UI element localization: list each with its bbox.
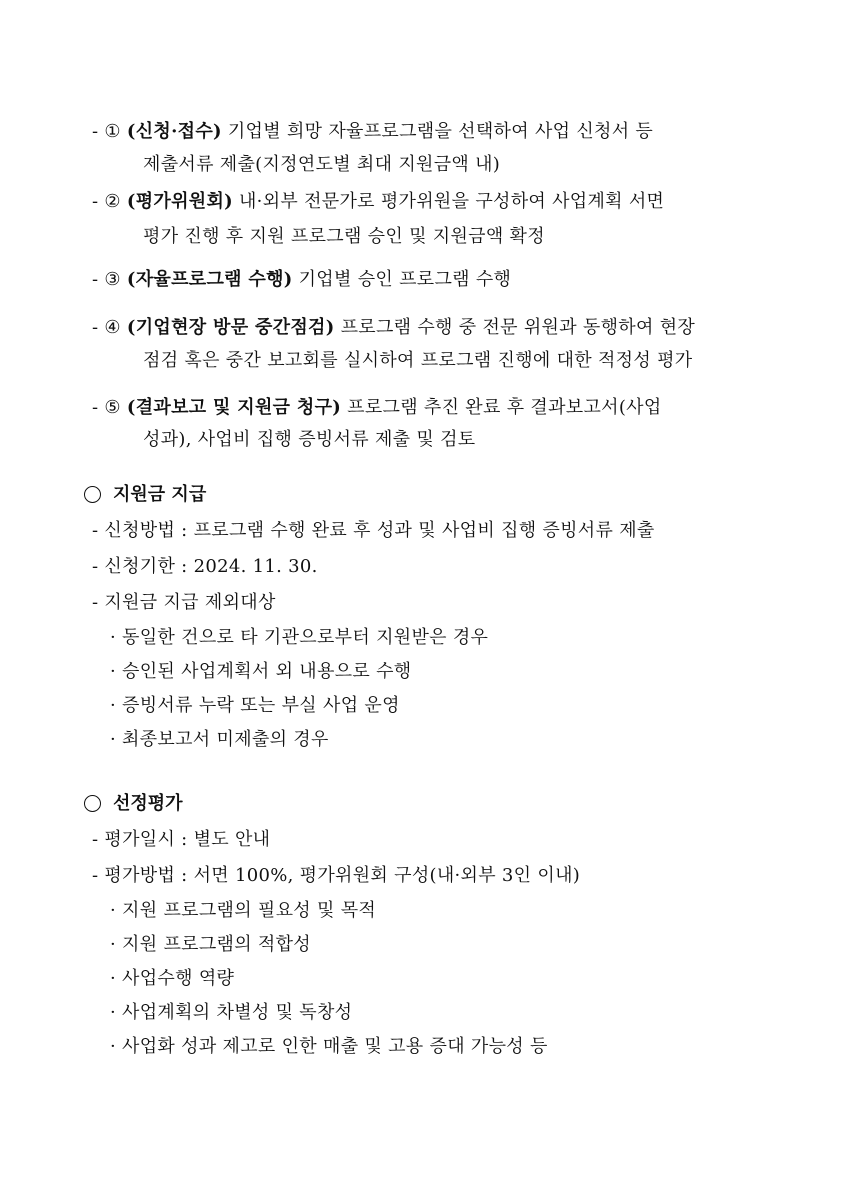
step-4-marker: - ④ xyxy=(92,317,121,338)
exclusion-item: · 승인된 사업계획서 외 내용으로 수행 xyxy=(110,661,412,682)
step-3-marker: - ③ xyxy=(92,269,121,290)
criteria-item: · 사업수행 역량 xyxy=(110,968,235,989)
step-1-line-1 xyxy=(92,120,782,144)
payment-method: - 신청방법 : 프로그램 수행 완료 후 성과 및 사업비 집행 증빙서류 제출 xyxy=(92,520,655,541)
evaluation-date: - 평가일시 : 별도 안내 xyxy=(92,829,271,850)
step-5-text: 프로그램 추진 완료 후 결과보고서(사업 xyxy=(347,397,662,418)
payment-heading xyxy=(84,483,206,507)
step-5-marker: - ⑤ xyxy=(92,397,121,418)
step-1-text: 기업별 희망 자율프로그램을 선택하여 사업 신청서 등 xyxy=(227,121,654,142)
step-3-line-1 xyxy=(92,268,782,292)
step-2-text: 내·외부 전문가로 평가위원을 구성하여 사업계획 서면 xyxy=(238,191,665,212)
step-2-continuation: 평가 진행 후 지원 프로그램 승인 및 지원금액 확정 xyxy=(143,226,545,247)
evaluation-heading xyxy=(84,792,183,816)
criteria-item: · 지원 프로그램의 적합성 xyxy=(110,934,311,955)
step-2-line-1 xyxy=(92,190,782,214)
payment-deadline: - 신청기한 : 2024. 11. 30. xyxy=(92,556,318,577)
step-2-title: (평가위원회) xyxy=(126,191,233,212)
step-5-continuation: 성과), 사업비 집행 증빙서류 제출 및 검토 xyxy=(143,429,476,450)
criteria-item: · 지원 프로그램의 필요성 및 목적 xyxy=(110,900,377,921)
step-4-text: 프로그램 수행 중 전문 위원과 동행하여 현장 xyxy=(340,317,696,338)
exclusion-item: · 최종보고서 미제출의 경우 xyxy=(110,729,329,750)
exclusion-item: · 동일한 건으로 타 기관으로부터 지원받은 경우 xyxy=(110,627,489,648)
evaluation-method: - 평가방법 : 서면 100%, 평가위원회 구성(내·외부 3인 이내) xyxy=(92,865,581,886)
step-2-marker: - ② xyxy=(92,191,121,212)
step-4-continuation: 점검 혹은 중간 보고회를 실시하여 프로그램 진행에 대한 적정성 평가 xyxy=(143,350,693,371)
step-1-title: (신청·접수) xyxy=(126,121,222,142)
circle-bullet-icon xyxy=(84,486,101,503)
step-5-title: (결과보고 및 지원금 청구) xyxy=(126,397,342,418)
step-1-marker: - ① xyxy=(92,121,121,142)
step-5-line-1 xyxy=(92,396,782,420)
payment-exclusion-title: - 지원금 지급 제외대상 xyxy=(92,592,276,613)
step-1-continuation: 제출서류 제출(지정연도별 최대 지원금액 내) xyxy=(143,154,501,175)
exclusion-item: · 증빙서류 누락 또는 부실 사업 운영 xyxy=(110,695,400,716)
criteria-item: · 사업화 성과 제고로 인한 매출 및 고용 증대 가능성 등 xyxy=(110,1036,548,1057)
step-3-text: 기업별 승인 프로그램 수행 xyxy=(298,269,512,290)
evaluation-heading-text: 선정평가 xyxy=(113,793,183,814)
payment-heading-text: 지원금 지급 xyxy=(113,484,207,505)
step-4-line-1 xyxy=(92,316,782,340)
circle-bullet-icon xyxy=(84,795,101,812)
step-3-title: (자율프로그램 수행) xyxy=(126,269,293,290)
criteria-item: · 사업계획의 차별성 및 독창성 xyxy=(110,1002,353,1023)
step-4-title: (기업현장 방문 중간점검) xyxy=(126,317,335,338)
